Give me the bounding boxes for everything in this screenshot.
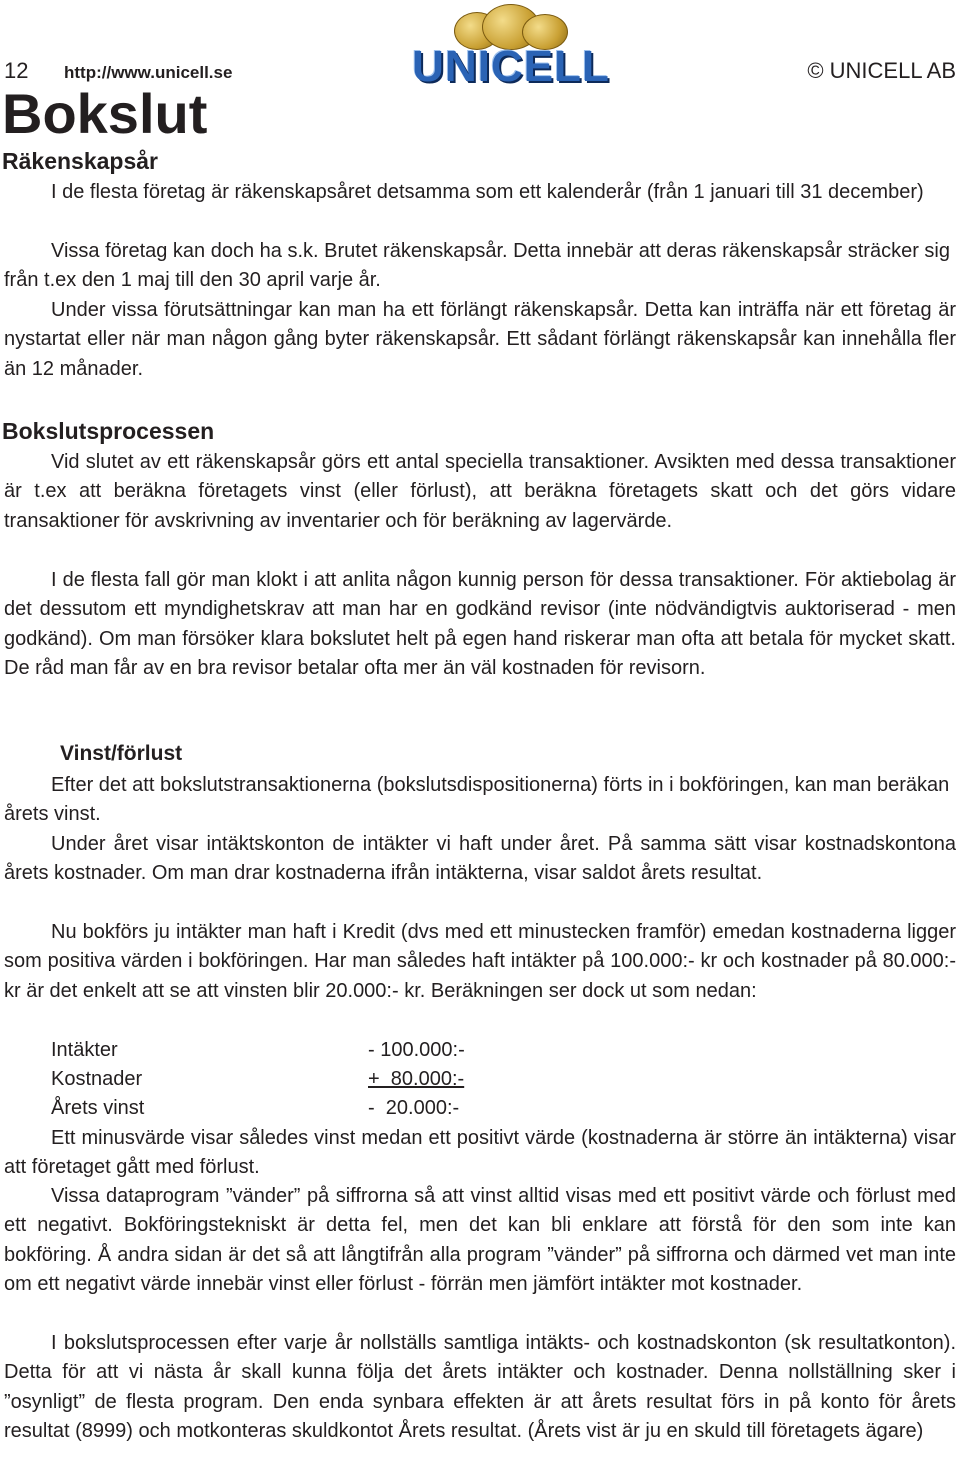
section-heading-rakenskapsar: Räkenskapsår [2,148,158,174]
paragraph: Vissa företag kan doch ha s.k. Brutet räkenskapsår. Detta innebär att deras räkenskapsår sträcker sig från t.ex den 1 maj till den 30 april varje år. [4,240,950,292]
paragraph: I de flesta fall gör man klokt i att anlita någon kunnig person för dessa transaktioner. För aktiebolag är det dessutom ett myndighetskrav att man har en godkänd revisor (inte nödvändigtvis auktoriserad - men godkänd). Om man försöker klara bokslutet helt på egen hand riskerar man ofta att betala för mycket skatt. De råd man får av en bra revisor betalar ofta mer än väl kostnaden för revisorn. [4,569,956,679]
calc-label: Intäkter [51,1039,118,1061]
paragraph: Nu bokförs ju intäkter man haft i Kredit (dvs med ett minustecken framför) emedan kostnaderna ligger som positiva värden i bokföringen. Har man således haft intäkter på 100.000:- kr och kostnader på 80.000:- kr är det enkelt att se att vinsten blir 20.000:- kr. Beräkningen ser dock ut som nedan: [4,921,956,1002]
section-heading-bokslutsprocessen: Bokslutsprocessen [2,418,215,444]
page-title: Bokslut [2,82,208,145]
paragraph: I de flesta företag är räkenskapsåret detsamma som ett kalenderår (från 1 januari till 31 december) [51,181,924,203]
calc-label: Årets vinst [51,1097,145,1119]
paragraph: I bokslutsprocessen efter varje år nollställs samtliga intäkts- och kostnadskonton (sk resultatkonton). Detta för att vi nästa år skall kunna följa det årets intäkter och kostnader. Denna nollställning sker i ”osynligt” de flesta program. Den enda synbara effekten är att årets resultat förs in på konto för årets resultat (8999) och motkonteras skuldkontot Årets resultat. (Årets vist är ju en skuld till företagets ägare) [4,1332,956,1442]
paragraph: Vid slutet av ett räkenskapsår görs ett antal speciella transaktioner. Avsikten med dessa transaktioner är t.ex att beräkna företagets vinst (eller förlust), att beräkna företagets skatt och det görs vidare transaktioner för avskrivning av inventarier och för beräkning av lagervärde. [4,451,956,532]
calc-value: + 80.000:- [368,1068,465,1090]
calc-value: - 100.000:- [368,1039,465,1061]
paragraph: Under vissa förutsättningar kan man ha ett förlängt räkenskapsår. Detta kan inträffa när ett företag är nystartat eller när man någon gång byter räkenskapsår. Ett sådant förlängt räkenskapsår kan innehålla fler än 12 månader. [4,299,956,380]
paragraph: Vissa dataprogram ”vänder” på siffrorna så att vinst alltid visas med ett positivt värde och förlust med ett negativt. Bokföringstekniskt är detta fel, men det kan bli enklare att förstå för den som inte kan bokföring. Å andra sidan är det så att långtifrån alla program ”vänder” på siffrorna och därmed vet man inte om ett negativt värde innebär vinst eller förlust - förrän men jämfört intäkter mot kostnader. [4,1185,956,1295]
page-number: 12 [4,58,29,83]
page-header [0,0,960,92]
calc-label: Kostnader [51,1068,143,1090]
calc-value: - 20.000:- [368,1097,460,1119]
section-heading-vinst: Vinst/förlust [60,742,183,765]
logo-text: UNICELL [412,42,610,91]
paragraph: Efter det att bokslutstransaktionerna (bokslutsdispositionerna) förts in i bokföringen, kan man beräkan årets vinst. [4,774,950,826]
paragraph: Ett minusvärde visar således vinst medan ett positivt värde (kostnaderna är större än intäkterna) visar att företaget gått med förlust. [4,1127,956,1179]
header-url-link[interactable]: http://www.unicell.se [64,63,233,82]
copyright: © UNICELL AB [807,58,956,83]
paragraph: Under året visar intäktskonton de intäkter vi haft under året. På samma sätt visar kostnadskontona årets kostnader. Om man drar kostnaderna ifrån intäkterna, visar saldot årets resultat. [4,833,956,885]
unicell-logo [382,0,640,92]
